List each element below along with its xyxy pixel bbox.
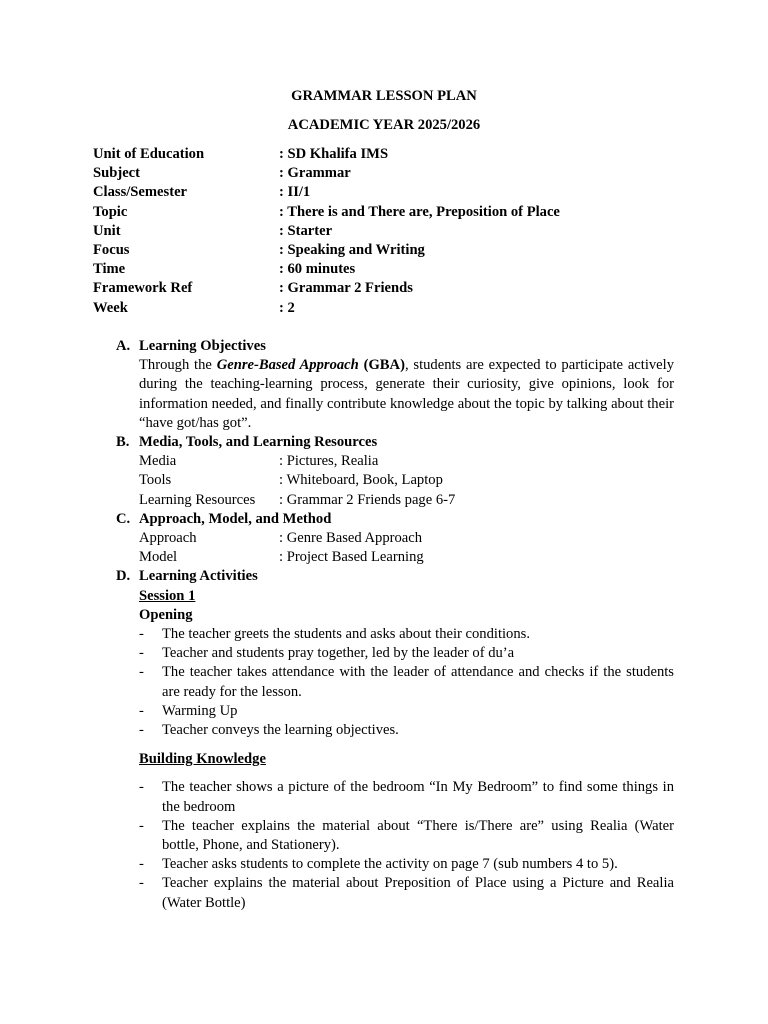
approach-value: : Genre Based Approach (279, 530, 423, 547)
lesson-info-table (93, 145, 560, 318)
info-label: Unit of Education (93, 146, 205, 162)
section-title: Learning Objectives (139, 338, 266, 354)
info-row (93, 203, 560, 222)
dash-marker: - (139, 856, 144, 873)
info-label: Class/Semester (93, 184, 188, 201)
approach-label: Model (139, 549, 178, 566)
session-heading: Session 1 (139, 587, 196, 604)
list-item (139, 663, 674, 701)
info-row (93, 222, 560, 241)
list-item-text: Teacher asks students to complete the activity on page 7 (sub numbers 4 to 5). (162, 856, 618, 873)
list-item-text: Teacher explains the material about Preposition of Place using a Picture and Realia (Water Bottle) (162, 875, 674, 911)
document-title: GRAMMAR LESSON PLAN (291, 88, 477, 104)
info-row (93, 241, 560, 260)
resource-value: : Whiteboard, Book, Laptop (279, 472, 443, 489)
spacer (116, 769, 674, 778)
dash-marker: - (139, 664, 144, 681)
info-row (93, 279, 560, 298)
paragraph-text: Through the (139, 357, 217, 374)
section-d-heading (116, 567, 674, 586)
info-value: : Grammar 2 Friends (279, 280, 413, 297)
opening-heading: Opening (139, 606, 193, 623)
info-row (93, 183, 560, 202)
info-label: Unit (93, 222, 121, 239)
list-item-text: Warming Up (162, 702, 238, 719)
resources-list (139, 452, 674, 510)
info-value: : II/1 (279, 184, 311, 201)
list-item (139, 778, 674, 816)
approach-label: Approach (139, 530, 197, 547)
section-title: Media, Tools, and Learning Resources (139, 434, 378, 451)
opening-list (139, 625, 674, 740)
academic-year: ACADEMIC YEAR 2025/2026 (287, 117, 481, 133)
info-label: Week (93, 299, 128, 316)
list-item (139, 855, 674, 874)
section-a-heading (116, 337, 674, 356)
list-item-text: The teacher explains the material about “There is/There are” using Realia (Water bottle, Phone, and Stationery). (162, 817, 674, 854)
spacer (116, 740, 674, 750)
info-value: : Grammar (279, 165, 351, 182)
approach-name: Genre-Based Approach (216, 357, 359, 374)
building-knowledge-heading: Building Knowledge (139, 751, 266, 768)
section-letter: B. (116, 434, 130, 451)
info-value: : There is and There are, Preposition of Place (279, 203, 560, 220)
section-letter: C. (116, 510, 131, 527)
resource-row (139, 471, 674, 490)
info-label: Subject (93, 165, 141, 182)
dash-marker: - (139, 875, 144, 892)
info-label: Focus (93, 241, 130, 258)
list-item-text: The teacher takes attendance with the leader of attendance and checks if the students are ready for the lesson. (162, 664, 674, 700)
approach-row (139, 529, 674, 548)
info-value: : Speaking and Writing (279, 241, 425, 258)
approach-value: : Project Based Learning (279, 549, 424, 566)
list-item-text: Teacher conveys the learning objectives. (162, 722, 399, 739)
resource-value: : Pictures, Realia (279, 453, 379, 470)
list-item (139, 625, 674, 644)
info-value: : Starter (279, 222, 333, 239)
list-item (139, 644, 674, 663)
section-letter: A. (116, 338, 131, 354)
info-value: : 60 minutes (279, 261, 356, 278)
info-row (93, 164, 560, 183)
paragraph-text: , students are expected to participate actively during the teaching-learning process, generate their curiosity, give opinions, look for information needed, and finally contribute knowledge about the topic by talking about their “have got/has got”. (139, 357, 675, 431)
resource-label: Learning Resources (139, 491, 256, 508)
approach-list (139, 529, 674, 567)
dash-marker: - (139, 702, 144, 719)
section-title: Approach, Model, and Method (139, 510, 332, 527)
section-letter: D. (116, 568, 131, 585)
approach-row (139, 548, 674, 567)
list-item (139, 874, 674, 912)
list-item (139, 721, 674, 740)
info-label: Framework Ref (93, 280, 193, 297)
dash-marker: - (139, 645, 144, 662)
resource-label: Tools (139, 472, 172, 489)
resource-value: : Grammar 2 Friends page 6-7 (279, 491, 456, 508)
dash-marker: - (139, 817, 144, 834)
dash-marker: - (139, 722, 144, 739)
lesson-sections (116, 337, 674, 913)
section-b-heading (116, 433, 674, 452)
list-item (139, 817, 674, 855)
resource-row (139, 452, 674, 471)
dash-marker: - (139, 626, 144, 643)
info-row (93, 260, 560, 279)
resource-row (139, 491, 674, 510)
learning-objectives-paragraph (139, 356, 674, 433)
list-item (139, 702, 674, 721)
info-row (93, 299, 560, 318)
info-value: : 2 (279, 299, 295, 316)
approach-abbr: (GBA) (358, 357, 405, 374)
section-title: Learning Activities (139, 568, 258, 585)
section-c-heading (116, 510, 674, 529)
info-label: Topic (93, 203, 128, 220)
dash-marker: - (139, 779, 144, 796)
info-row (93, 145, 560, 164)
list-item-text: The teacher shows a picture of the bedroom “In My Bedroom” to find some things in the bedroom (162, 779, 674, 815)
info-value: : SD Khalifa IMS (279, 146, 389, 162)
building-knowledge-list (139, 778, 674, 912)
list-item-text: Teacher and students pray together, led by the leader of du’a (162, 645, 515, 662)
list-item-text: The teacher greets the students and asks about their conditions. (162, 626, 530, 643)
info-label: Time (93, 261, 126, 278)
resource-label: Media (139, 453, 177, 470)
